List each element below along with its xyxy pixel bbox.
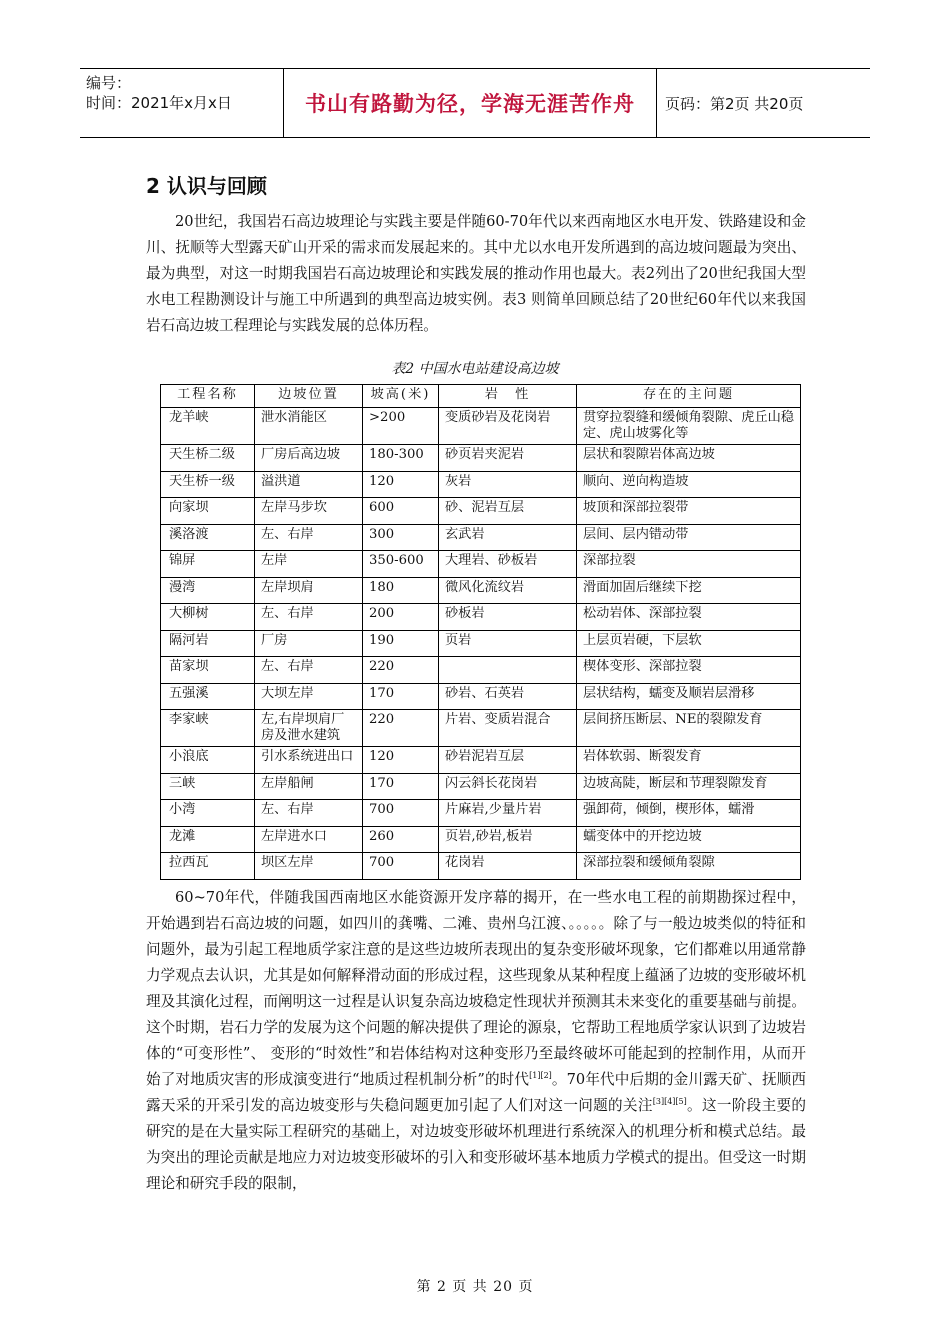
cell-problems: 深部拉裂和缓倾角裂隙 [577,853,801,880]
cell-height: 220 [363,710,439,747]
table-row [161,551,801,578]
cell-project: 苗家坝 [161,657,255,684]
table-caption: 表2 中国水电站建设高边坡 [391,361,559,377]
cell-height: 180 [363,577,439,604]
cell-lithology: 灰岩 [439,471,577,498]
history-text-part-3: 。这一阶段主要的研究的是在大量实际工程研究的基础上，对边坡变形破坏机理进行系统深入的机理分析和模式总结。最为突出的理论贡献是地应力对边坡变形破坏的引入和变形破坏基本地质力学模式的提出。但受这一时期理论和研究手段的限制， [146,1097,806,1192]
cell-problems: 边坡高陡，断层和节理裂隙发育 [577,773,801,800]
cell-problems: 层间、层内错动带 [577,524,801,551]
cell-project: 龙羊峡 [161,408,255,445]
cell-location: 左岸船闸 [255,773,363,800]
cell-project: 锦屏 [161,551,255,578]
table-body [161,408,801,880]
table-row [161,710,801,747]
cell-problems: 滑面加固后继续下挖 [577,577,801,604]
cell-lithology: 片麻岩,少量片岩 [439,800,577,827]
table-header-row [161,385,801,408]
cell-height: 700 [363,853,439,880]
cell-problems: 贯穿拉裂缝和缓倾角裂隙、虎丘山稳定、虎山坡雾化等 [577,408,801,445]
citation-ref-3-5: [3][4][5] [652,1097,687,1107]
cell-problems: 楔体变形、深部拉裂 [577,657,801,684]
cell-location: 左岸 [255,551,363,578]
cell-problems: 上层页岩硬，下层软 [577,630,801,657]
cell-project: 小湾 [161,800,255,827]
cell-problems: 坡顶和深部拉裂带 [577,498,801,525]
cell-location: 左、右岸 [255,524,363,551]
cell-location: 坝区左岸 [255,853,363,880]
header-meta [80,69,284,137]
cell-height: 120 [363,471,439,498]
cell-problems: 层间挤压断层、NE的裂隙发育 [577,710,801,747]
cell-lithology: 砂页岩夹泥岩 [439,445,577,472]
cell-problems: 层状和裂隙岩体高边坡 [577,445,801,472]
column-header-location: 边坡位置 [255,385,363,408]
cell-problems: 岩体软弱、断裂发育 [577,747,801,774]
cell-lithology: 砂、泥岩互层 [439,498,577,525]
cell-project: 三峡 [161,773,255,800]
document-date: 时间：2021年x月x日 [86,94,232,112]
cell-location: 左岸马步坎 [255,498,363,525]
cell-lithology: 闪云斜长花岗岩 [439,773,577,800]
table-row [161,604,801,631]
table-row [161,498,801,525]
header-page-info: 页码：第2页 共20页 [665,94,804,113]
cell-height: 120 [363,747,439,774]
cell-height: 170 [363,683,439,710]
cell-location: 左岸坝肩 [255,577,363,604]
table-row [161,471,801,498]
cell-height: 190 [363,630,439,657]
cell-project: 漫湾 [161,577,255,604]
cell-location: 左岸进水口 [255,826,363,853]
section-title: 2 认识与回顾 [146,174,267,198]
cell-lithology: 砂岩泥岩互层 [439,747,577,774]
cell-location: 引水系统进出口 [255,747,363,774]
cell-height: 170 [363,773,439,800]
cell-problems: 深部拉裂 [577,551,801,578]
table-row [161,657,801,684]
cell-project: 隔河岩 [161,630,255,657]
cell-height: >200 [363,408,439,445]
history-text-part-1: 60~70年代，伴随我国西南地区水能资源开发序幕的揭开，在一些水电工程的前期勘探过程中，开始遇到岩石高边坡的问题，如四川的龚嘴、二滩、贵州乌江渡、。。。。。除了与一般边坡类似的特征和问题外，最为引起工程地质学家注意的是这些边坡所表现出的复杂变形破坏现象，它们都难以用通常静力学观点去认识，尤其是如何解释滑动面的形成过程，这些现象从某种程度上蕴涵了边坡的变形破坏机理及其演化过程，而阐明这一过程是认识复杂高边坡稳定性现状并预测其未来变化的重要基础与前提。这个时期，岩石力学的发展为这个问题的解决提供了理论的源泉，它帮助工程地质学家认识到了边坡岩体的“可变形性”、 变形的“时效性”和岩体结构对这种变形乃至最终破坏可能起到的控制作用，从而开始了对地质灾害的形成演变进行“地质过程机制分析”的时代 [146,889,806,1088]
cell-problems: 强卸荷，倾倒，楔形体，蠕滑 [577,800,801,827]
table-row [161,826,801,853]
cell-lithology: 砂板岩 [439,604,577,631]
cell-height: 300 [363,524,439,551]
cell-project: 天生桥一级 [161,471,255,498]
table-row [161,683,801,710]
cell-project: 小浪底 [161,747,255,774]
cell-lithology: 页岩 [439,630,577,657]
table-row [161,445,801,472]
cell-location: 厂房 [255,630,363,657]
cell-lithology: 花岗岩 [439,853,577,880]
column-header-height: 坡高(米) [363,385,439,408]
intro-paragraph: 20世纪，我国岩石高边坡理论与实践主要是伴随60-70年代以来西南地区水电开发、铁路建设和金川、抚顺等大型露天矿山开采的需求而发展起来的。其中尤以水电开发所遇到的高边坡问题最为突出、最为典型，对这一时期我国岩石高边坡理论和实践发展的推动作用也最大。表2列出了20世纪我国大型水电工程勘测设计与施工中所遇到的典型高边坡实例。表3 则简单回顾总结了20世纪60年代以来我国岩石高边坡工程理论与实践发展的总体历程。 [146,213,806,334]
table-row [161,747,801,774]
header-motto: 书山有路勤为径，学海无涯苦作舟 [284,69,657,137]
cell-lithology: 玄武岩 [439,524,577,551]
cell-location: 大坝左岸 [255,683,363,710]
history-paragraph [146,885,806,1197]
cell-location: 泄水消能区 [255,408,363,445]
cell-problems: 蠕变体中的开挖边坡 [577,826,801,853]
slope-table [160,384,801,880]
cell-project: 李家峡 [161,710,255,747]
cell-project: 拉西瓦 [161,853,255,880]
cell-height: 220 [363,657,439,684]
cell-project: 大柳树 [161,604,255,631]
cell-height: 700 [363,800,439,827]
document-number-label: 编号： [86,74,132,92]
cell-project: 龙滩 [161,826,255,853]
cell-project: 溪洛渡 [161,524,255,551]
cell-lithology: 片岩、变质岩混合 [439,710,577,747]
cell-location: 左、右岸 [255,800,363,827]
cell-problems: 顺向、逆向构造坡 [577,471,801,498]
cell-height: 200 [363,604,439,631]
page-footer: 第 2 页 共 20 页 [416,1279,534,1295]
table-row [161,773,801,800]
cell-lithology: 变质砂岩及花岗岩 [439,408,577,445]
table-row [161,524,801,551]
table-row [161,800,801,827]
cell-problems: 层状结构，蠕变及顺岩层滑移 [577,683,801,710]
column-header-lithology: 岩 性 [439,385,577,408]
table-row [161,853,801,880]
cell-project: 天生桥二级 [161,445,255,472]
cell-height: 350-600 [363,551,439,578]
cell-location: 厂房后高边坡 [255,445,363,472]
cell-lithology: 砂岩、石英岩 [439,683,577,710]
cell-lithology [439,657,577,684]
citation-ref-1-2: [1][2] [529,1071,552,1081]
cell-project: 向家坝 [161,498,255,525]
cell-lithology: 大理岩、砂板岩 [439,551,577,578]
column-header-problems: 存在的主问题 [577,385,801,408]
cell-height: 180-300 [363,445,439,472]
cell-location: 左,右岸坝肩厂房及泄水建筑 [255,710,363,747]
page-header [80,68,870,138]
table-row [161,408,801,445]
cell-location: 溢洪道 [255,471,363,498]
history-text-part-2: 。70年代中后期的金川露天矿、抚顺西露天采的开采引发的高边坡变形与失稳问题更加引起了人们对这一问题的关注 [146,1071,806,1114]
cell-project: 五强溪 [161,683,255,710]
cell-height: 260 [363,826,439,853]
table-row [161,630,801,657]
cell-lithology: 页岩,砂岩,板岩 [439,826,577,853]
cell-location: 左、右岸 [255,604,363,631]
cell-lithology: 微风化流纹岩 [439,577,577,604]
cell-problems: 松动岩体、深部拉裂 [577,604,801,631]
column-header-project: 工程名称 [161,385,255,408]
cell-height: 600 [363,498,439,525]
cell-location: 左、右岸 [255,657,363,684]
table-row [161,577,801,604]
